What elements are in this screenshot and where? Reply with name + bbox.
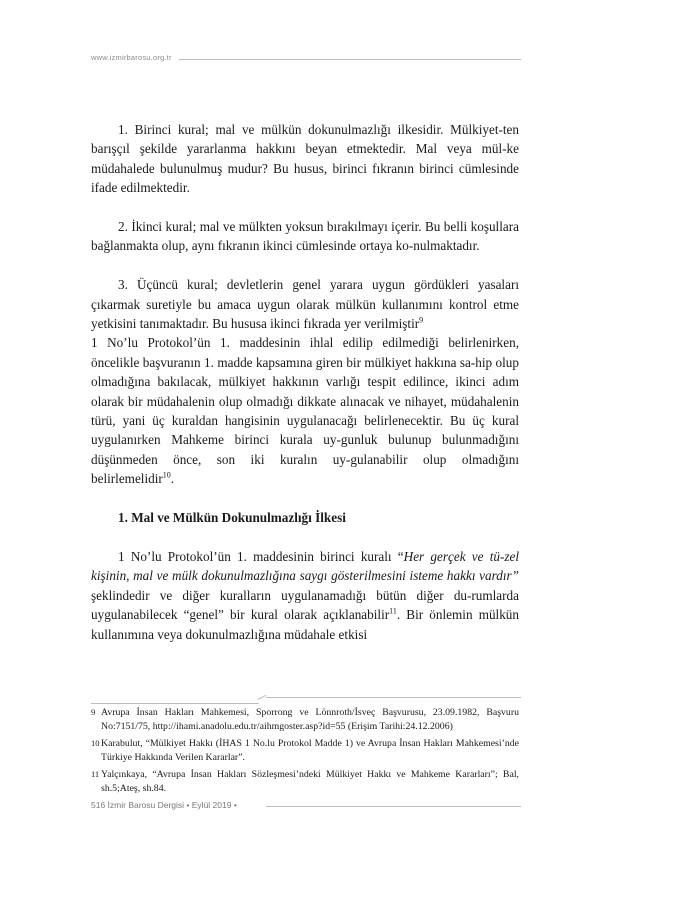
footnote-separator (91, 695, 521, 705)
paragraph-protocol-steps-end: . (170, 471, 175, 487)
page-header (91, 53, 521, 67)
footnote-9 (91, 706, 519, 734)
paragraph-first-rule (91, 547, 519, 644)
paragraph-protocol-steps-text: 1 No’lu Protokol’ün 1. maddesinin ihlal edilip edilmediği belirlenirken, öncelikle başvuranın 1. madde kapsamına giren bir mülkiyet hakkına sa-hip olup olmadığına bakılacak, mülkiyet hakkının varlığı tespit edilince, ikinci adım olarak bir müdahalenin olup olmadığı dikkate alınacak ve nihayet, müdahalenin türü, yani üç kuraldan hangisinin uygulanacağı belirlenecektir. Bu üç kural uygulanırken Mahkeme birinci kurala uy-gunluk bulunup bulunmadığını düşünmeden önce, son iki kuralın uy-gulanabilir olup olmadığını belirlemelidir (91, 335, 519, 487)
footer-text: 516 İzmir Barosu Dergisi • Eylül 2019 • (91, 800, 237, 810)
paragraph-first-rule-quote: Her gerçek ve tü-zel kişinin, mal ve mülk dokunulmazlığına saygı gösterilmesini isteme hakkı vardır” (91, 548, 519, 584)
paragraph-first-rule-end: . Bir önlemin mülkün kullanımına veya dokunulmazlığına müdahale etkisi (91, 607, 519, 642)
paragraph-rule-3-text: 3. Üçüncü kural; devletlerin genel yarara uygun gördükleri yasaları çıkarmak suretiyle bu amaca uygun olarak mülkün kullanımını kontrol etme yetkisini tanımaktadır. Bu hususa ikinci fıkrada yer verilmiştir (91, 277, 519, 332)
header-rule (179, 59, 521, 60)
paragraph-first-rule-start: 1 No’lu Protokol’ün 1. maddesinin birinci kuralı “ (118, 548, 404, 564)
footnote-number: 10 (91, 738, 100, 748)
footnotes (91, 706, 519, 799)
footnote-number: 11 (91, 769, 100, 779)
footnote-11 (91, 768, 519, 796)
footnote-text: Yalçınkaya, “Avrupa İnsan Hakları Sözleşmesi’ndeki Mülkiyet Hakkı ve Mahkeme Kararları”; Bal, sh.5;Ateş, sh.84. (101, 769, 519, 794)
paragraph-rule-3 (91, 275, 519, 333)
footnote-ref-11: 11 (389, 606, 397, 616)
footnote-number: 9 (91, 707, 96, 717)
footer-rule (266, 806, 521, 807)
paragraph-first-rule-mid: şeklindedir ve diğer kuralların uygulanamadığı bütün diğer du-rumlarda uygulanabilecek “genel” bir kural olarak açıklanabilir (91, 587, 519, 623)
footnote-10 (91, 737, 519, 765)
paragraph-protocol-steps (91, 333, 519, 488)
footnote-ref-9: 9 (419, 315, 424, 325)
paragraph-rule-2: 2. İkinci kural; mal ve mülkten yoksun bırakılmayı içerir. Bu belli koşullara bağlanmakta olup, aynı fıkranın ikinci cümlesinde ortaya ko-nulmaktadır. (91, 219, 519, 254)
section-heading: 1. Mal ve Mülkün Dokunulmazlığı İlkesi (118, 510, 346, 526)
header-url: www.izmirbarosu.org.tr (91, 53, 172, 62)
page-footer (91, 800, 521, 814)
footnote-text: Avrupa İnsan Hakları Mahkemesi, Sporrong ve Lönnroth/İsveç Başvurusu, 23.09.1982, Başvuru No:7151/75, http://ihami.anadolu.edu.tr/aihmgoster.asp?id=55 (Erişim Tarihi:24.12.2006) (101, 707, 519, 732)
main-text (91, 120, 519, 644)
paragraph-rule-1: 1. Birinci kural; mal ve mülkün dokunulmazlığı ilkesidir. Mülkiyet-ten barışçıl şekilde yararlanma hakkını beyan etmektedir. Mal veya mül-ke müdahalede bulunulmuş mudur? Bu husus, birinci fıkranın birinci cümlesinde ifade edilmektedir. (91, 122, 519, 196)
footnote-ref-10: 10 (162, 470, 171, 480)
footnote-text: Karabulut, “Mülkiyet Hakkı (İHAS 1 No.lu Protokol Madde 1) ve Avrupa İnsan Hakları Mahkemesi’nde Türkiye Hakkında Verilen Kararlar”. (101, 738, 519, 763)
